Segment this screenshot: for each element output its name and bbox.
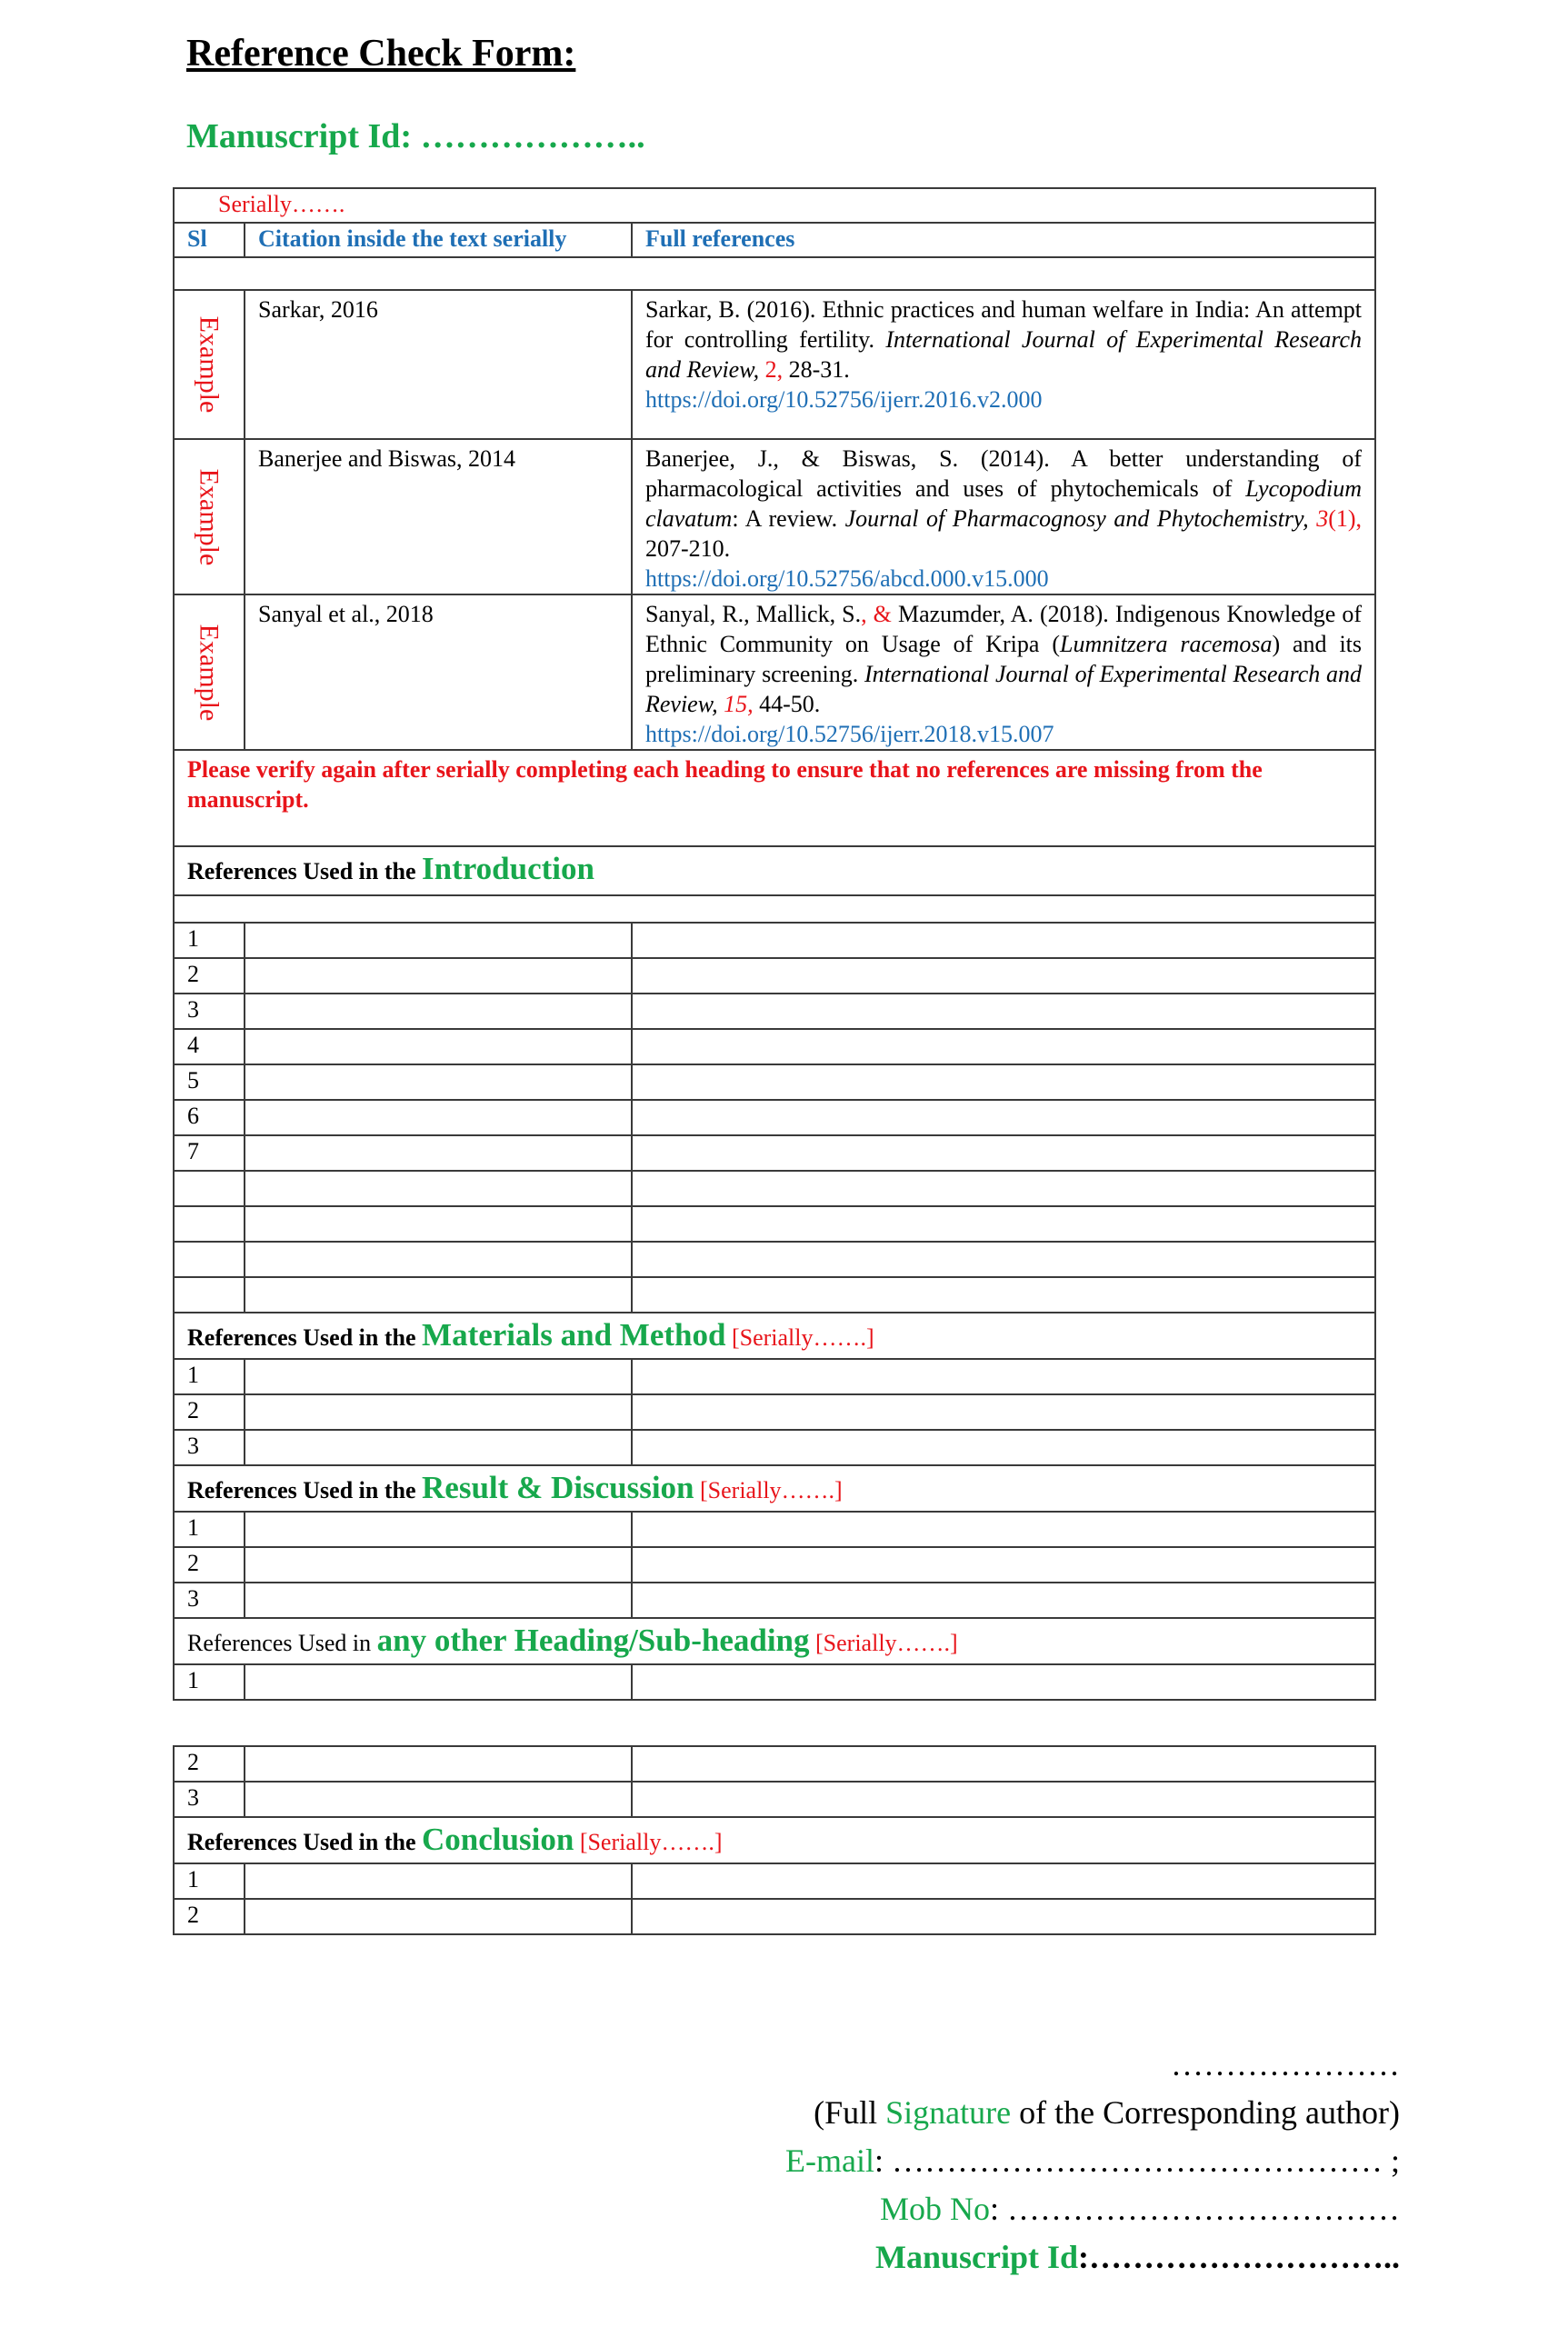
table-row [174,994,1375,1029]
row-number: 2 [174,1899,245,1934]
ref-doi-link[interactable]: https://doi.org/10.52756/ijerr.2018.v15.007 [645,721,1054,747]
ref-journal: International Journal of Experimental Research and Review, [645,326,1363,383]
full-reference-cell[interactable] [632,958,1375,994]
serially-bracket: [Serially…….] [731,1324,874,1351]
table-row [174,1064,1375,1100]
example-label-cell [174,439,245,594]
email-label: E-mail [785,2142,874,2179]
example-citation: Banerjee and Biswas, 2014 [245,439,632,594]
full-reference-cell[interactable] [632,923,1375,958]
section-lead: References Used in the [187,858,416,884]
full-reference-cell[interactable] [632,1782,1375,1817]
ref-text-2: Mazumder, A. (2018). Indigenous Knowledge of Ethnic Community on Usage of Kripa ( [645,601,1363,657]
ref-journal: Journal of Pharmacognosy and Phytochemistry, [844,505,1309,532]
signature-word: Signature [885,2094,1012,2131]
citation-cell[interactable] [245,1242,632,1277]
ref-pages: 44-50. [753,691,821,717]
signature-block [785,2041,1400,2282]
citation-cell[interactable] [245,1206,632,1242]
table-row [174,958,1375,994]
manuscript-id-field: :……………………….. [1078,2239,1400,2275]
signature-suffix: of the Corresponding author) [1011,2094,1400,2131]
table-row [174,1206,1375,1242]
serially-bracket: [Serially…….] [579,1829,723,1855]
table-row [174,1583,1375,1618]
table-row [174,1242,1375,1277]
row-number [174,1277,245,1313]
citation-cell[interactable] [245,958,632,994]
ref-volume: 15, [717,691,754,717]
row-number: 1 [174,1664,245,1700]
full-reference-cell[interactable] [632,1064,1375,1100]
table-row [174,1100,1375,1135]
citation-cell[interactable] [245,1100,632,1135]
full-reference-cell[interactable] [632,1664,1375,1700]
signature-prefix: (Full [814,2094,886,2131]
citation-cell[interactable] [245,1394,632,1430]
column-header-citation: Citation inside the text serially [245,223,632,257]
full-reference-cell[interactable] [632,1430,1375,1465]
example-full-reference [632,439,1375,594]
row-number: 3 [174,994,245,1029]
full-reference-cell[interactable] [632,1171,1375,1206]
section-heading-results [174,1465,1375,1512]
citation-cell[interactable] [245,1583,632,1618]
example-full-reference [632,594,1375,750]
reference-table-continued [173,1745,1376,1935]
citation-cell[interactable] [245,1359,632,1394]
citation-cell[interactable] [245,1547,632,1583]
column-header-sl: Sl [174,223,245,257]
row-number: 2 [174,1547,245,1583]
ref-species: Lycopodium clavatum [645,475,1363,532]
section-heading-other [174,1618,1375,1664]
section-lead: References Used in the [187,1477,416,1503]
ref-volume: 2, [759,356,784,383]
citation-cell[interactable] [245,1277,632,1313]
ref-pages: 28-31. [783,356,850,383]
table-row [174,1512,1375,1547]
column-header-full-references: Full references [632,223,1375,257]
ref-doi-link[interactable]: https://doi.org/10.52756/ijerr.2016.v2.000 [645,386,1043,413]
example-row [174,439,1375,594]
table-row [174,1746,1375,1782]
ref-volume: 3 [1308,505,1329,532]
table-row [174,1029,1375,1064]
table-row [174,1547,1375,1583]
table-row [174,1430,1375,1465]
citation-cell[interactable] [245,1135,632,1171]
row-number: 2 [174,958,245,994]
full-reference-cell[interactable] [632,1746,1375,1782]
blank-row [174,257,1375,290]
example-citation: Sarkar, 2016 [245,290,632,439]
table-row [174,1135,1375,1171]
row-number: 7 [174,1135,245,1171]
citation-cell[interactable] [245,923,632,958]
form-title: Reference Check Form: [186,33,576,75]
table-row [174,1863,1375,1899]
verify-note: Please verify again after serially completing each heading to ensure that no references are missing from the manuscript. [174,750,1375,846]
full-reference-cell[interactable] [632,1863,1375,1899]
example-label: Example [194,315,225,414]
mobile-label: Mob No [879,2191,990,2227]
section-title: any other Heading/Sub-heading [376,1623,810,1658]
ref-text-mid: : A review. [732,505,845,532]
example-row [174,594,1375,750]
table-row [174,1782,1375,1817]
table-row [174,1359,1375,1394]
citation-cell[interactable] [245,1430,632,1465]
section-heading-conclusion [174,1817,1375,1863]
serially-bracket: [Serially…….] [815,1630,958,1656]
table-row [174,1171,1375,1206]
table-row [174,1394,1375,1430]
full-reference-cell[interactable] [632,1512,1375,1547]
section-heading-materials [174,1313,1375,1359]
full-reference-cell[interactable] [632,1100,1375,1135]
row-number: 3 [174,1430,245,1465]
citation-cell[interactable] [245,1512,632,1547]
email-line [785,2137,1400,2185]
section-title: Materials and Method [422,1317,726,1353]
example-label: Example [194,624,225,721]
full-reference-cell[interactable] [632,1394,1375,1430]
row-number [174,1242,245,1277]
manuscript-id-label: Manuscript Id: ……………….. [186,117,645,155]
full-reference-cell[interactable] [632,1547,1375,1583]
citation-cell[interactable] [245,994,632,1029]
ref-species: Lumnitzera racemosa [1060,631,1273,657]
row-number [174,1206,245,1242]
example-citation: Sanyal et al., 2018 [245,594,632,750]
row-number: 1 [174,1863,245,1899]
signature-caption [785,2089,1400,2137]
full-reference-cell[interactable] [632,1029,1375,1064]
table-row [174,1277,1375,1313]
full-reference-cell[interactable] [632,1242,1375,1277]
full-reference-cell[interactable] [632,1277,1375,1313]
citation-cell[interactable] [245,1171,632,1206]
example-row [174,290,1375,439]
row-number: 4 [174,1029,245,1064]
section-title: Conclusion [422,1822,574,1857]
citation-cell[interactable] [245,1863,632,1899]
ref-text: Banerjee, J., & Biswas, S. (2014). A better understanding of pharmacological activities and uses of phytochemicals of [645,445,1363,502]
reference-table [173,187,1376,1701]
section-title: Introduction [422,851,594,886]
serially-note: Serially……. [174,188,1375,223]
full-reference-cell[interactable] [632,994,1375,1029]
mobile-line [785,2185,1400,2233]
mobile-field: : ……………………………… [989,2191,1400,2227]
ref-text-mid: ) and its preliminary screening. [645,631,1363,687]
citation-cell[interactable] [245,1064,632,1100]
section-heading-introduction [174,846,1375,895]
row-number: 5 [174,1064,245,1100]
ref-issue: (1), [1328,505,1363,532]
citation-cell[interactable] [245,1899,632,1934]
ref-text: Sarkar, B. (2016). Ethnic practices and human welfare in India: An attempt for controlling fertility. [645,296,1363,353]
section-lead: References Used in the [187,1829,416,1855]
section-lead: References Used in [187,1630,372,1656]
table-row [174,1664,1375,1700]
example-label-cell [174,290,245,439]
example-full-reference [632,290,1375,439]
citation-cell[interactable] [245,1782,632,1817]
citation-cell[interactable] [245,1029,632,1064]
manuscript-id-line [785,2233,1400,2282]
ref-pages: 207-210. [645,535,731,562]
row-number: 3 [174,1583,245,1618]
full-reference-cell[interactable] [632,1899,1375,1934]
row-number: 1 [174,1512,245,1547]
table-row [174,923,1375,958]
full-reference-cell[interactable] [632,1135,1375,1171]
full-reference-cell[interactable] [632,1206,1375,1242]
example-label: Example [194,468,225,565]
row-number: 1 [174,923,245,958]
row-number: 2 [174,1746,245,1782]
section-title: Result & Discussion [422,1470,694,1505]
row-number: 1 [174,1359,245,1394]
row-number: 6 [174,1100,245,1135]
ref-doi-link[interactable]: https://doi.org/10.52756/abcd.000.v15.000 [645,565,1049,592]
citation-cell[interactable] [245,1746,632,1782]
signature-dots: ………………… [1171,2046,1400,2082]
ref-text: Sanyal, R., Mallick, S. [645,601,862,627]
section-lead: References Used in the [187,1324,416,1351]
ref-journal: International Journal of Experimental Research and Review, [645,661,1363,717]
email-field: : ……………………………………… ; [874,2142,1400,2179]
table-row [174,1899,1375,1934]
full-reference-cell[interactable] [632,1359,1375,1394]
example-label-cell [174,594,245,750]
serially-bracket: [Serially…….] [700,1477,843,1503]
full-reference-cell[interactable] [632,1583,1375,1618]
row-number [174,1171,245,1206]
citation-cell[interactable] [245,1664,632,1700]
blank-row [174,895,1375,923]
row-number: 2 [174,1394,245,1430]
manuscript-id-footer-label: Manuscript Id [874,2239,1078,2275]
ref-amp: , & [861,601,892,627]
row-number: 3 [174,1782,245,1817]
